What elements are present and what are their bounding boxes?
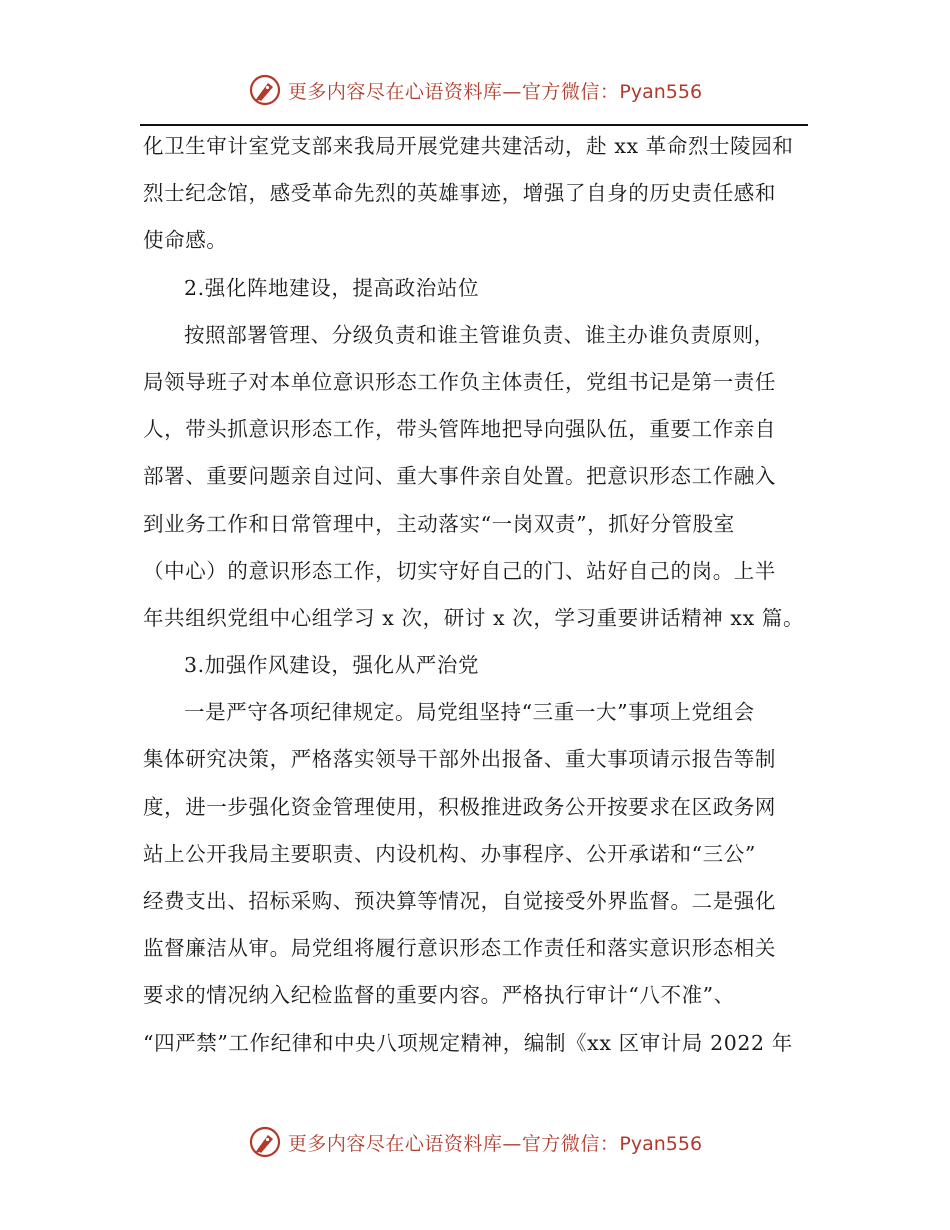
banner-text [288,1129,702,1156]
text-line: 到业务工作和日常管理中，主动落实“一岗双责”，抓好分管股室 [143,511,735,536]
text-line: 人，带头抓意识形态工作，带头管阵地把导向强队伍，重要工作亲自 [143,417,776,442]
pen-nib-logo-icon [248,73,282,107]
header-banner [0,70,950,110]
text-line: 烈士纪念馆，感受革命先烈的英雄事迹，增强了自身的历史责任感和 [143,181,776,206]
text-line: 化卫生审计室党支部来我局开展党建共建活动，赴 xx 革命烈士陵园和 [143,134,794,158]
text-line: 经费支出、招标采购、预决算等情况，自觉接受外界监督。二是强化 [143,889,776,913]
document-body [143,123,808,1067]
banner-slogan: 更多内容尽在心语资料库—官方微信： [287,1132,620,1155]
text-line: 年共组织党组中心组学习 x 次，研讨 x 次，学习重要讲话精神 xx 篇。 [143,605,805,630]
text-line: 使命感。 [143,228,228,253]
text-line: 站上公开我局主要职责、内设机构、办事程序、公开承诺和“三公” [143,841,756,866]
banner-wechat-handle: Pyan556 [619,80,703,103]
text-line: （中心）的意识形态工作，切实守好自己的门、站好自己的岗。上半 [143,558,776,583]
section-heading: 3.加强作风建设，强化从严治党 [184,653,480,678]
pen-nib-logo-icon [248,1125,282,1159]
text-line: “四严禁”工作纪律和中央八项规定精神，编制《xx 区审计局 2022 年 [143,1030,793,1055]
text-line: 集体研究决策，严格落实领导干部外出报备、重大事项请示报告等制 [143,747,776,772]
banner-wechat-handle: Pyan556 [619,1132,703,1155]
footer-banner [0,1122,950,1162]
text-line: 度，进一步强化资金管理使用，积极推进政务公开按要求在区政务网 [143,794,776,819]
banner-slogan: 更多内容尽在心语资料库—官方微信： [287,80,620,103]
text-line: 局领导班子对本单位意识形态工作负主体责任，党组书记是第一责任 [143,369,776,394]
text-line: 一是严守各项纪律规定。局党组坚持“三重一大”事项上党组会 [184,700,755,725]
section-heading: 2.强化阵地建设，提高政治站位 [184,275,480,300]
text-line: 要求的情况纳入纪检监督的重要内容。严格执行审计“八不准”、 [143,983,735,1008]
banner-text [288,77,702,104]
text-line: 按照部署管理、分级负责和谁主管谁负责、谁主办谁负责原则， [184,322,775,347]
text-line: 部署、重要问题亲自过问、重大事件亲自处置。把意识形态工作融入 [143,464,776,489]
text-line: 监督廉洁从审。局党组将履行意识形态工作责任和落实意识形态相关 [143,936,776,961]
